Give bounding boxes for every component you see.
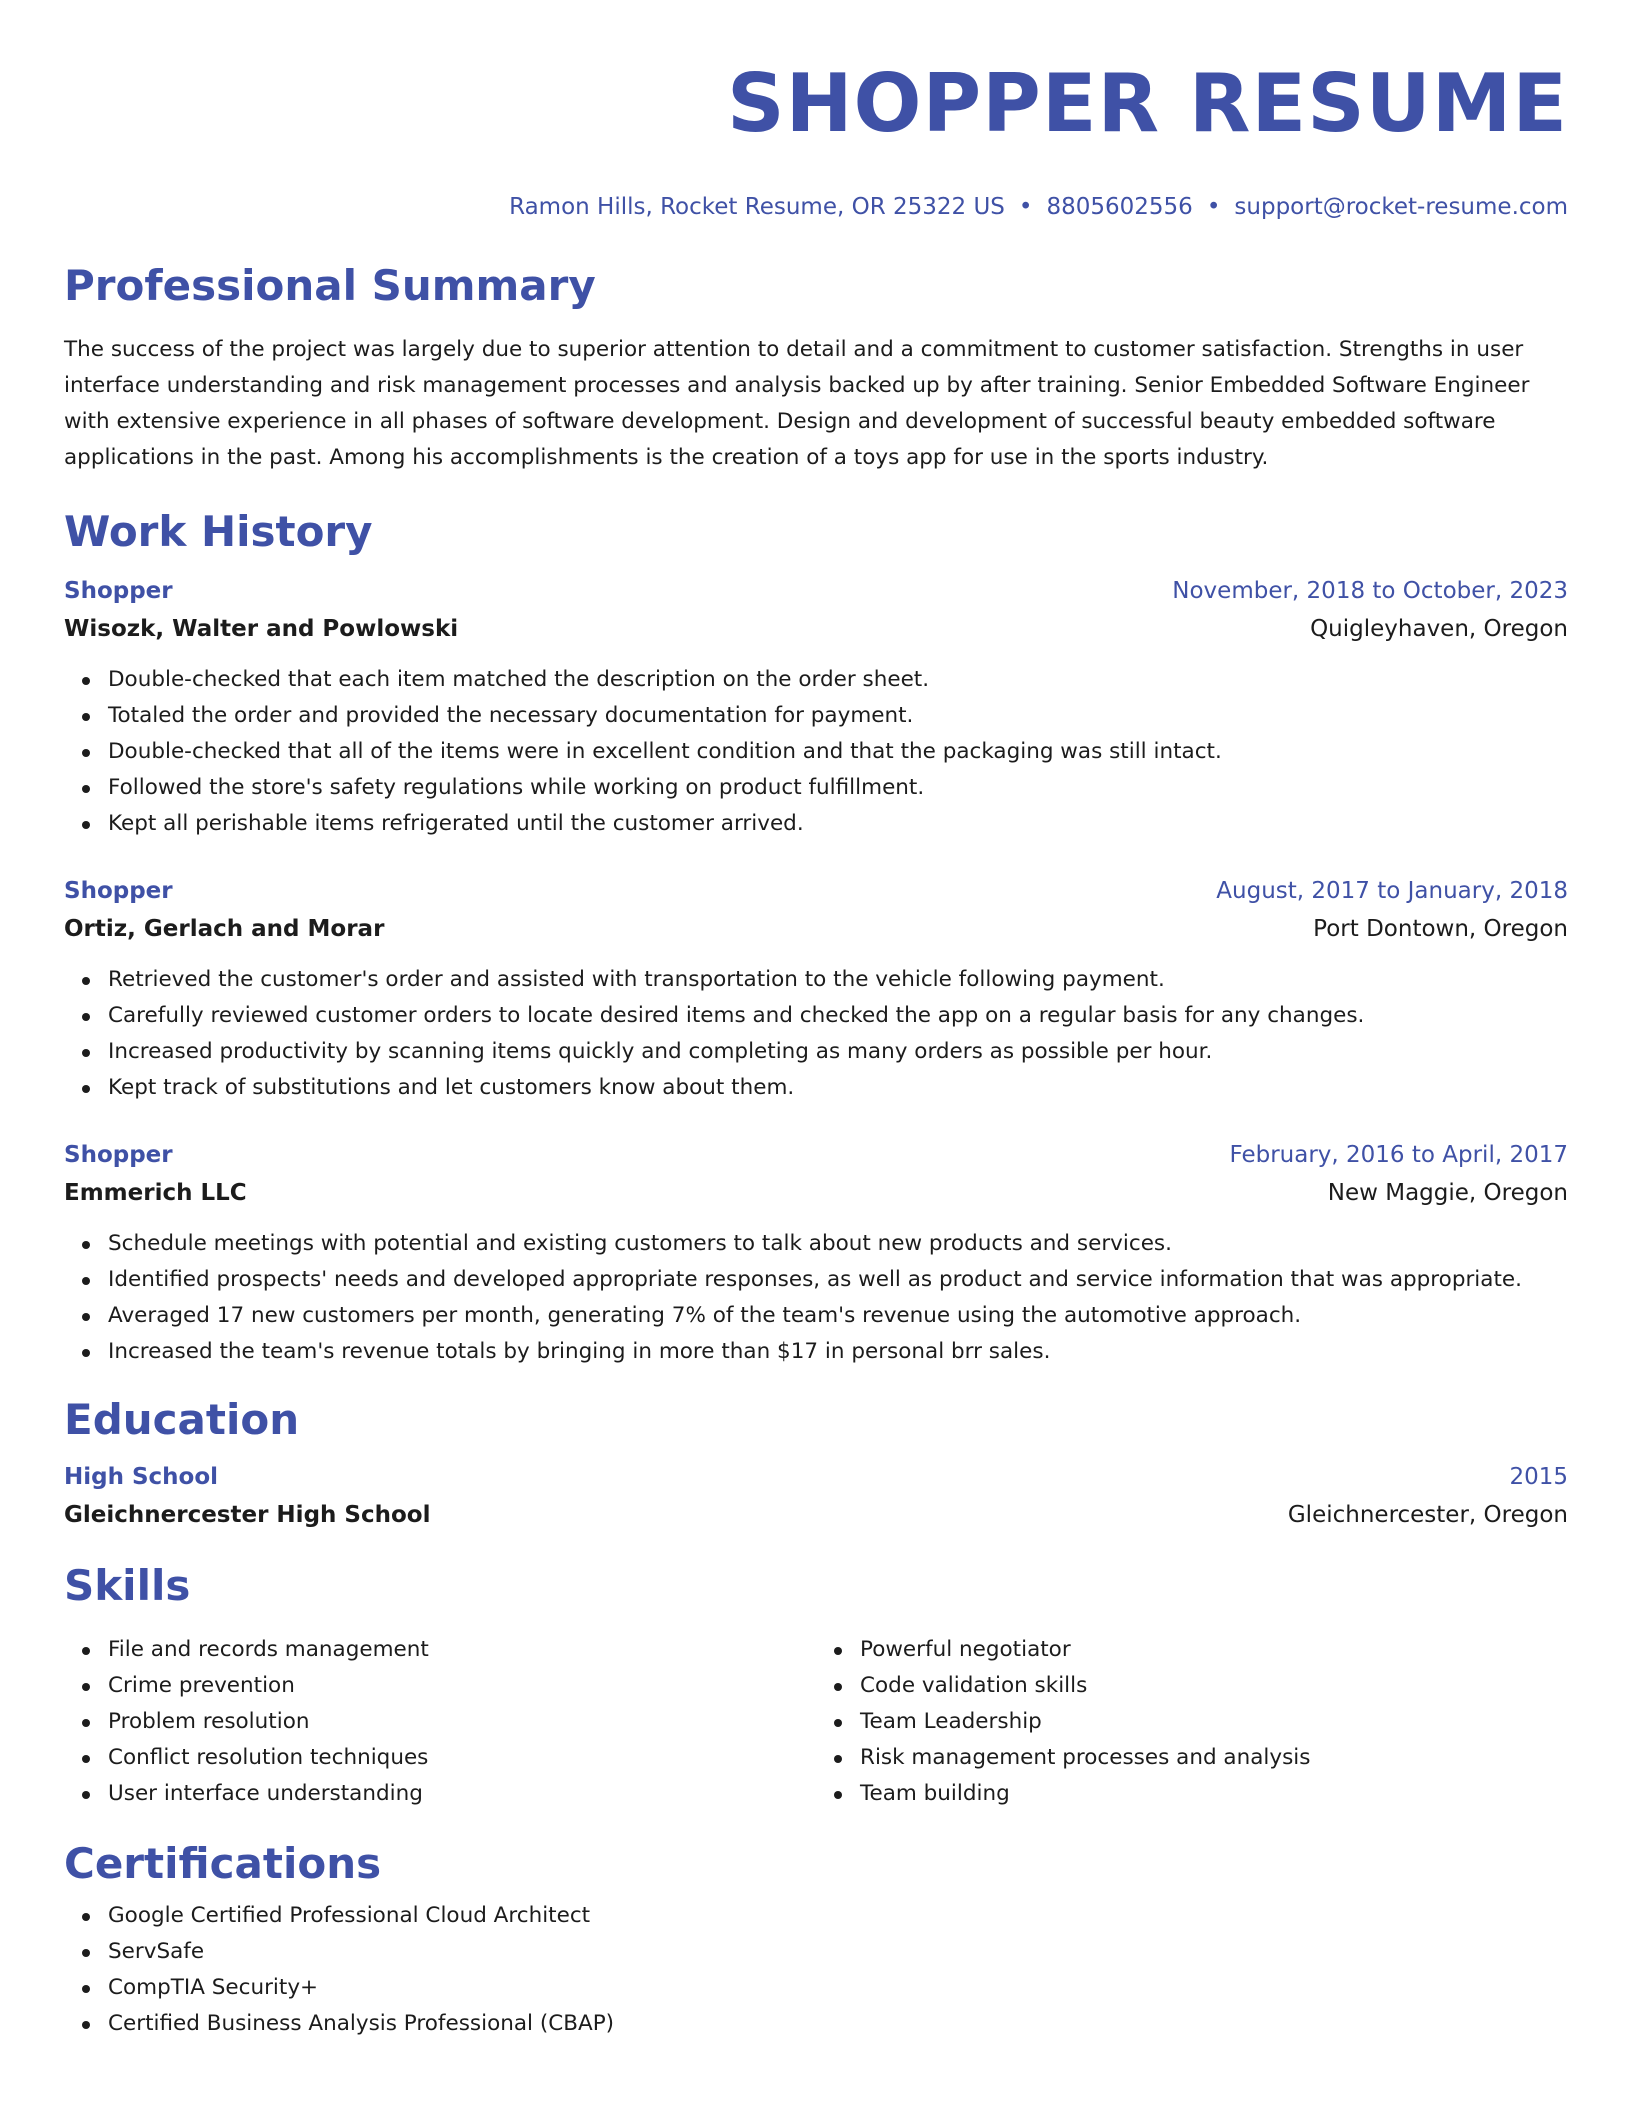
skills-section [64,1560,1568,1812]
list-item: Kept all perishable items refrigerated until the customer arrived. [108,806,1568,842]
list-item: Google Certified Professional Cloud Architect [108,1898,1568,1934]
job-bullets [64,1226,1568,1370]
job-employer: Ortiz, Gerlach and Morar [64,916,385,942]
resume-name: SHOPPER RESUME [726,57,1568,150]
list-item: User interface understanding [108,1776,816,1812]
section-title-work: Work History [64,507,373,556]
job-employer: Wisozk, Walter and Powlowski [64,616,459,642]
list-item: Totaled the order and provided the necessary documentation for payment. [108,698,1568,734]
section-title-skills: Skills [64,1561,191,1610]
education-school: Gleichnercester High School [64,1502,431,1528]
job-location: New Maggie, Oregon [1327,1180,1568,1206]
list-item: Double-checked that each item matched the description on the order sheet. [108,662,1568,698]
job-entry [64,572,1568,842]
list-item: Retrieved the customer's order and assisted with transportation to the vehicle following payment. [108,962,1568,998]
job-entry [64,1136,1568,1370]
list-item: Averaged 17 new customers per month, generating 7% of the team's revenue using the automotive approach. [108,1298,1568,1334]
contact-phone: 8805602556 [1046,194,1193,220]
job-dates: August, 2017 to January, 2018 [1216,878,1568,904]
education-section [64,1394,1568,1534]
work-section [64,506,1568,1370]
list-item: Conflict resolution techniques [108,1740,816,1776]
summary-text: The success of the project was largely due to superior attention to detail and a commitment to customer satisfaction. Strengths in user interface understanding and risk management processes and analysis backed up by after training. Senior Embedded Software Engineer with extensive experience in all phases of software development. Design and development of successful beauty embedded software applications in the past. Among his accomplishments is the creation of a toys app for use in the sports industry. [64,337,1530,470]
list-item: Followed the store's safety regulations while working on product fulfillment. [108,770,1568,806]
list-item: Risk management processes and analysis [860,1740,1568,1776]
job-employer: Emmerich LLC [64,1180,247,1206]
list-item: Code validation skills [860,1668,1568,1704]
contact-separator: • [1206,194,1221,220]
list-item: ServSafe [108,1934,1568,1970]
list-item: Carefully reviewed customer orders to locate desired items and checked the app on a regular basis for any changes. [108,998,1568,1034]
section-title-education: Education [64,1395,300,1444]
list-item: Powerful negotiator [860,1632,1568,1668]
contact-email: support@rocket-resume.com [1234,194,1568,220]
list-item: Identified prospects' needs and developed appropriate responses, as well as product and service information that was appropriate. [108,1262,1568,1298]
contact-address: Ramon Hills, Rocket Resume, OR 25322 US [509,194,1005,220]
contact-line [64,192,1568,222]
skills-list-left [64,1632,816,1812]
education-location: Gleichnercester, Oregon [1287,1502,1568,1528]
education-degree: High School [64,1464,219,1490]
list-item: Double-checked that all of the items were in excellent condition and that the packaging was still intact. [108,734,1568,770]
list-item: Schedule meetings with potential and existing customers to talk about new products and services. [108,1226,1568,1262]
job-title: Shopper [64,878,173,904]
job-dates: November, 2018 to October, 2023 [1172,578,1568,604]
contact-separator: • [1018,194,1033,220]
list-item: Kept track of substitutions and let customers know about them. [108,1070,1568,1106]
job-title: Shopper [64,1142,173,1168]
job-location: Quigleyhaven, Oregon [1310,616,1568,642]
list-item: Problem resolution [108,1704,816,1740]
summary-section [64,260,1568,476]
list-item: File and records management [108,1632,816,1668]
job-bullets [64,662,1568,842]
list-item: Team Leadership [860,1704,1568,1740]
list-item: Increased productivity by scanning items quickly and completing as many orders as possible per hour. [108,1034,1568,1070]
job-location: Port Dontown, Oregon [1313,916,1568,942]
list-item: Crime prevention [108,1668,816,1704]
certifications-section [64,1838,1568,2042]
list-item: Increased the team's revenue totals by bringing in more than $17 in personal brr sales. [108,1334,1568,1370]
skills-list-right [816,1632,1568,1812]
list-item: Team building [860,1776,1568,1812]
list-item: Certified Business Analysis Professional (CBAP) [108,2006,1568,2042]
job-dates: February, 2016 to April, 2017 [1229,1142,1568,1168]
list-item: CompTIA Security+ [108,1970,1568,2006]
section-title-certifications: Certifications [64,1839,382,1888]
job-bullets [64,962,1568,1106]
education-year: 2015 [1509,1464,1568,1490]
certifications-list [64,1898,1568,2042]
job-title: Shopper [64,578,173,604]
section-title-summary: Professional Summary [64,261,596,310]
job-entry [64,872,1568,1106]
